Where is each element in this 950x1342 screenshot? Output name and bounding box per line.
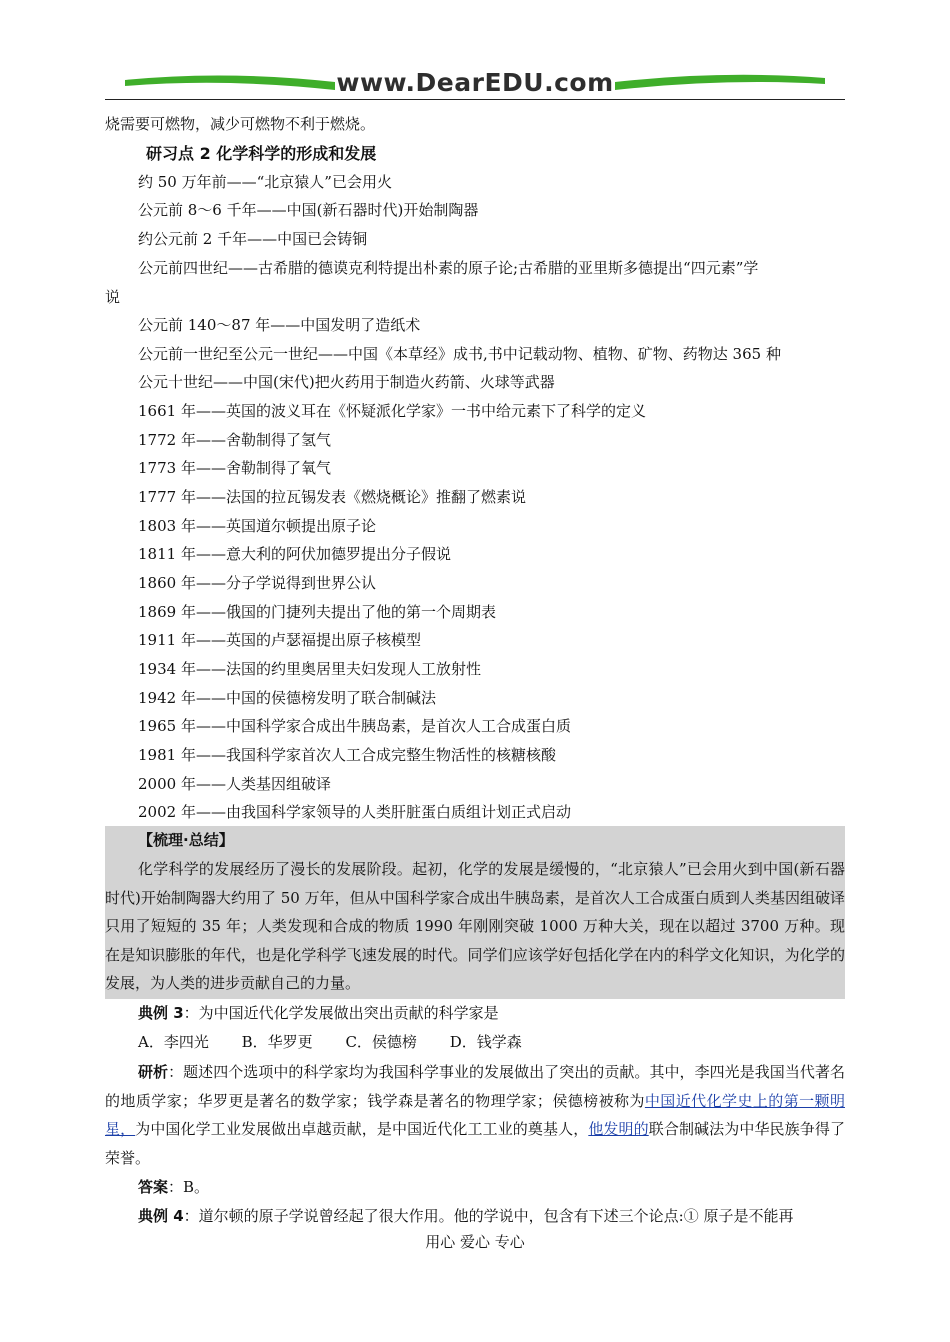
section-heading: 研习点 2 化学科学的形成和发展 <box>146 144 377 163</box>
timeline-item: 公元前 8～6 千年——中国(新石器时代)开始制陶器 <box>138 201 479 219</box>
analysis-link-first-star[interactable]: 中国近代化学史上的第一颗明星， <box>105 1091 845 1139</box>
timeline-item: 1811 年——意大利的阿伏加德罗提出分子假说 <box>138 545 451 563</box>
timeline-item: 1661 年——英国的波义耳在《怀疑派化学家》一书中给元素下了科学的定义 <box>138 402 646 420</box>
timeline-item: 公元十世纪——中国(宋代)把火药用于制造火药箭、火球等武器 <box>138 373 555 391</box>
intro-line: 烧需要可燃物，减少可燃物不利于燃烧。 <box>105 115 376 133</box>
timeline-item: 公元前四世纪——古希腊的德谟克利特提出朴素的原子论;古希腊的亚里斯多德提出“四元素”学 <box>138 259 759 277</box>
analysis-label: 研析 <box>138 1063 169 1081</box>
summary-text: 化学科学的发展经历了漫长的发展阶段。起初，化学的发展是缓慢的，“北京猿人”已会用火到中国(新石器时代)开始制陶器大约用了 50 万年，但从中国科学家合成出牛胰岛素，是首次人工合成蛋白质到人类基因组破译只用了短短的 35 年；人类发现和合成的物质 1990 年刚刚突破 1000 万种大关，现在以超过 3700 万种。现在是知识膨胀的年代，也是化学科学飞速发展的时代。同学们应该学好包括化学在内的科学文化知识，为化学的发展，为人类的进步贡献自己的力量。 <box>105 860 845 993</box>
header-divider <box>105 99 845 100</box>
timeline-item: 2002 年——由我国科学家领导的人类肝脏蛋白质组计划正式启动 <box>138 803 571 821</box>
analysis-text-c: 联合制碱法为中华民族争得了荣誉。 <box>105 1120 845 1167</box>
analysis-text-b: 为中国化学工业发展做出卓越贡献，是中国近代化工工业的奠基人， <box>135 1120 589 1139</box>
option-a: A．李四光 <box>138 1033 209 1051</box>
answer-label: 答案 <box>138 1178 169 1196</box>
answer-text: ：B。 <box>168 1178 210 1196</box>
timeline-item: 1869 年——俄国的门捷列夫提出了他的第一个周期表 <box>138 603 496 621</box>
option-d: D．钱学森 <box>449 1033 522 1051</box>
example3-label: 典例 3 <box>138 1004 184 1022</box>
timeline-item: 1773 年——舍勒制得了氧气 <box>138 459 331 477</box>
example4-text: ：道尔顿的原子学说曾经起了很大作用。他的学说中，包含有下述三个论点:① 原子是不能再 <box>183 1207 794 1225</box>
timeline-item: 1965 年——中国科学家合成出牛胰岛素，是首次人工合成蛋白质 <box>138 717 571 735</box>
summary-title: 【梳理·总结】 <box>138 831 234 849</box>
timeline-item: 公元前一世纪至公元一世纪——中国《本草经》成书,书中记载动物、植物、矿物、药物达 365 种 <box>138 345 781 363</box>
option-b: B．华罗更 <box>241 1033 313 1051</box>
option-c: C．侯德榜 <box>345 1033 417 1051</box>
example4-label: 典例 4 <box>138 1207 184 1225</box>
example3-question-text: ：为中国近代化学发展做出突出贡献的科学家是 <box>183 1004 499 1022</box>
timeline-item: 1911 年——英国的卢瑟福提出原子核模型 <box>138 631 421 649</box>
timeline-item: 1860 年——分子学说得到世界公认 <box>138 574 376 592</box>
analysis-text-a: ：题述四个选项中的科学家均为我国科学事业的发展做出了突出的贡献。其中，李四光是我国当代著名的地质学家；华罗更是著名的数学家；钱学森是著名的物理学家；侯德榜被称为 <box>105 1063 845 1110</box>
timeline-item-continued: 说 <box>105 288 121 306</box>
example3-options <box>138 1028 550 1056</box>
timeline-item: 约公元前 2 千年——中国已会铸铜 <box>138 230 368 248</box>
example4-question <box>138 1202 794 1230</box>
analysis-link-invention[interactable]: 他发明的 <box>588 1120 649 1139</box>
site-logo-text: www.DearEDU.com <box>336 68 614 97</box>
timeline-item: 1772 年——舍勒制得了氢气 <box>138 431 331 449</box>
page-footer: 用心 爱心 专心 <box>425 1233 525 1251</box>
timeline-item: 1942 年——中国的侯德榜发明了联合制碱法 <box>138 689 436 707</box>
timeline-item: 1981 年——我国科学家首次人工合成完整生物活性的核糖核酸 <box>138 746 556 764</box>
timeline-item: 1934 年——法国的约里奥居里夫妇发现人工放射性 <box>138 660 481 678</box>
site-banner <box>105 66 845 106</box>
timeline-item: 1777 年——法国的拉瓦锡发表《燃烧概论》推翻了燃素说 <box>138 488 526 506</box>
timeline-item: 1803 年——英国道尔顿提出原子论 <box>138 517 376 535</box>
timeline-item: 2000 年——人类基因组破译 <box>138 775 331 793</box>
example3-question <box>138 999 499 1027</box>
example3-answer <box>138 1173 209 1201</box>
example3-analysis <box>105 1058 845 1172</box>
timeline-item: 约 50 万年前——“北京猿人”已会用火 <box>138 173 392 191</box>
timeline-item: 公元前 140～87 年——中国发明了造纸术 <box>138 316 421 334</box>
